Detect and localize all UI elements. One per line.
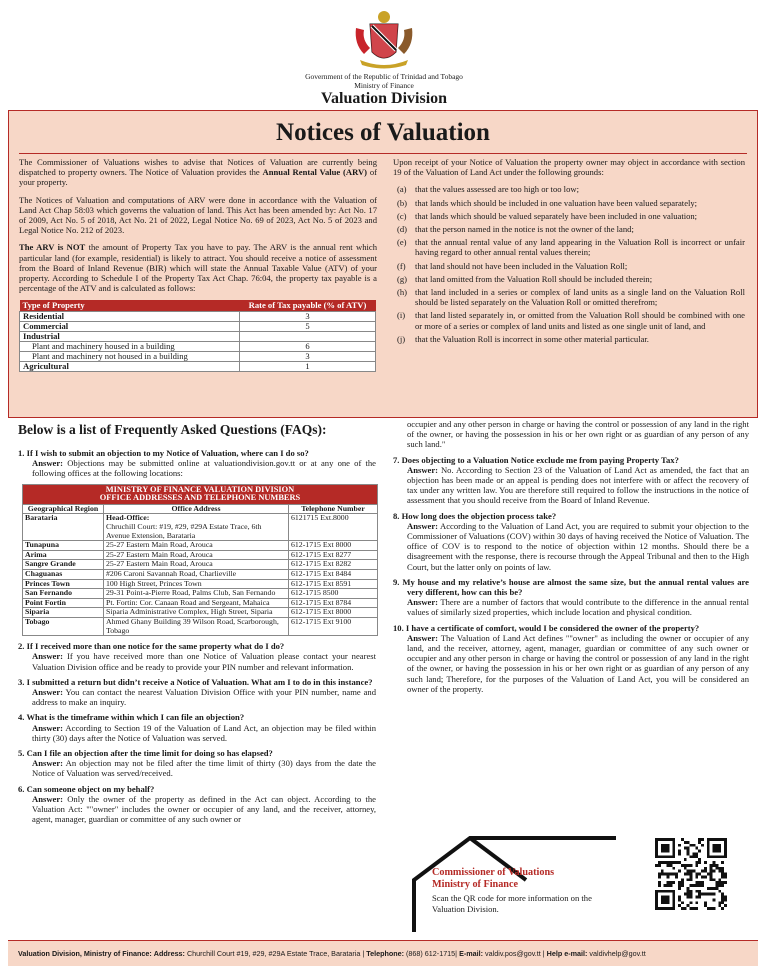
footer-email[interactable]: valdiv.pos@gov.tt | <box>485 949 545 958</box>
ground-marker: (e) <box>397 237 407 248</box>
notice-right-column <box>393 157 745 347</box>
office-phone: 612-1715 Ext 8591 <box>289 579 378 589</box>
page-footer: Valuation Division, Ministry of Finance: Address: Churchill Court #19, #29, #29A Estate Trace, Barataria | Telephone: (868) 612-1715| E-mail: valdiv.pos@gov.tt | Help e-mail: valdivhelp@gov.tt <box>8 940 758 966</box>
faq-question: 7. Does objecting to a Valuation Notice exclude me from paying Property Tax? <box>393 454 679 465</box>
office-phone: 612-1715 Ext 8784 <box>289 598 378 608</box>
ground-text: that the annual rental value of any land appearing in the Valuation Roll is incorrect or unfair having regard to other annual rental values therein; <box>415 237 745 258</box>
office-address-text: #206 Caroni Savannah Road, Charlieville <box>106 568 237 578</box>
faq-answer: Answer: No. According to Section 23 of the Valuation of Land Act as amended, the fact that an objection has been made or an appeal is pending does not interfere with or affect the recovery of tax under any written law. You are therefore still required to follow the instructions in the notice of assessment that you should receive from the Board of Inland Revenue. <box>407 464 749 506</box>
office-col-address: Office Address <box>104 504 289 514</box>
office-address-text: 25-27 Eastern Main Road, Arouca <box>106 549 213 559</box>
notice-left-column <box>19 157 377 372</box>
objection-ground-item <box>393 310 745 330</box>
tax-col-type: Type of Property <box>20 300 240 312</box>
objection-ground-item <box>393 198 745 208</box>
division-name: Valuation Division <box>320 90 448 107</box>
intro-paragraph: The Commissioner of Valuations wishes to advise that Notices of Valuation are currently being dispatched to property owners. The Notice of Valuation provides the Annual Rental Value (ARV) of your property. <box>19 157 377 188</box>
footer-address: Churchill Court #19, #29, #29A Estate Trace, Barataria | <box>186 949 365 958</box>
faq-question: 5. Can I file an objection after the time limit for doing so has elapsed? <box>18 747 273 758</box>
ground-text: that the Valuation Roll is incorrect in some other material particular. <box>415 333 649 344</box>
objection-ground-item <box>393 274 745 284</box>
notice-panel <box>8 110 758 418</box>
office-region: Arima <box>23 550 104 560</box>
tax-rate-cell: 3 <box>240 352 376 362</box>
tax-row <box>20 312 376 322</box>
tax-row <box>20 362 376 372</box>
faq-question: 9. My house and my relative’s house are almost the same size, but the annual rental values are very different, how can this be? <box>393 576 749 598</box>
ground-text: that the values assessed are too high or too low; <box>415 184 579 195</box>
office-phone: 612-1715 8500 <box>289 589 378 599</box>
ground-text: that land included in a series or complex of land units as a single land on the Valuation Roll should be listed separately on the Valuation Roll or omitted therefrom; <box>415 287 745 308</box>
ground-text: that land should not have been included in the Valuation Roll; <box>415 260 628 271</box>
ground-marker: (a) <box>397 184 407 195</box>
office-region: Sangre Grande <box>23 560 104 570</box>
tax-rate-cell: 5 <box>240 322 376 332</box>
faq-answer: Answer: Only the owner of the property as defined in the Act can object. According to the Valuation Act: ""owner" includes the owner or occupier of any land, and the receiver, attorney, agent, manager, guardian or committee of any such owner or <box>32 793 376 825</box>
office-region: Princes Town <box>23 579 104 589</box>
objection-ground-item <box>393 237 745 257</box>
office-col-phone: Telephone Number <box>289 504 378 514</box>
office-address-text: Chruchill Court: #19, #29, #29A Estate Trace, 6th Avenue Extension, Barataria <box>106 521 262 540</box>
ministry-name: Ministry of Finance <box>354 81 414 90</box>
faq-left-column <box>18 448 376 829</box>
tax-type-cell: Industrial <box>20 332 240 342</box>
faq-answer: Answer: There are a number of factors that would contribute to the difference in the annual rental values of similarly sized properties, which include location and physical condition. <box>407 597 749 618</box>
office-region: Tunapuna <box>23 541 104 551</box>
office-row <box>23 617 378 635</box>
office-phone: 612-1715 Ext 9100 <box>289 617 378 635</box>
ground-text: that lands which should be included in one valuation have been valued separately; <box>415 197 698 208</box>
faq-right-column <box>393 419 749 699</box>
office-table <box>22 484 378 637</box>
office-region: Chaguanas <box>23 569 104 579</box>
faq-question: 2. If I received more than one notice for the same property what do I do? <box>18 641 285 652</box>
office-address <box>104 617 289 635</box>
ground-marker: (j) <box>397 333 406 344</box>
page-title: Notices of Valuation <box>276 119 490 146</box>
office-region: Point Fortin <box>23 598 104 608</box>
government-name: Government of the Republic of Trinidad and Tobago <box>305 72 463 81</box>
objection-grounds-list <box>393 184 745 344</box>
act-paragraph: The Notices of Valuation and computations of ARV were done in accordance with the Valuation of Land Act Chap 58:03 which governs the valuation of land. This Act has been amended by: Act No. 17 of 2009, Act No. 5 of 2018, Act No. 21 of 2022, Legal Notice No. 69 of 2023, Act No. 5 of 2023 and Legal Notice No. 212 of 2023. <box>19 194 377 236</box>
page-header <box>0 0 768 108</box>
tax-rate-table <box>19 300 376 372</box>
office-phone: 612-1715 Ext 8277 <box>289 550 378 560</box>
ground-marker: (b) <box>397 197 408 208</box>
objection-ground-item <box>393 334 745 344</box>
ground-marker: (g) <box>397 273 408 284</box>
faq-answer: Answer: If you have received more than one Notice of Valuation please contact your nearest Valuation Division office and be ready to provide your PIN number and relevant information. <box>32 651 376 672</box>
arv-paragraph: The ARV is NOT the amount of Property Tax you have to pay. The ARV is the annual rent which particular land (for example, residential) is likely to attract. You should receive a notice of assessment from the Board of Inland Revenue (BIR) which will state the Annual Taxable Value (ATV) of your property. According to Schedule I of the Property Tax Act Chap. 76:04, the property tax payable is a percentage of the ATV and is calculated as follows: <box>19 242 377 294</box>
office-phone: 612-1715 Ext 8484 <box>289 569 378 579</box>
faq-answer-continued: occupier and any other person in charge or having the control or possession of any land in the right of the owner, or having the possession in his or her own right or as guardian of any person of any such land." <box>407 419 749 450</box>
office-address-text: Pt. Fortin: Cor. Canaan Road and Sergeant, Mahaica <box>106 597 270 607</box>
office-address-text: 100 High Street, Princes Town <box>106 578 202 588</box>
office-region: San Fernando <box>23 589 104 599</box>
footer-org: Valuation Division, Ministry of Finance: <box>18 949 152 958</box>
tax-type-cell: Residential <box>20 312 240 322</box>
tax-rate-cell: 6 <box>240 342 376 352</box>
office-phone: 612-1715 Ext 8000 <box>289 608 378 618</box>
callout-title: Commissioner of Valuations Ministry of Finance <box>432 867 555 890</box>
faq-answer: Answer: According to Section 19 of the Valuation of Land Act, an objection may be filed within thirty (30) days after the Notice of Valuation was served. <box>32 722 376 743</box>
faq-question: 3. I submitted a return but didn’t receive a Notice of Valuation. What am I to do in this instance? <box>18 676 373 687</box>
office-col-region: Geographical Region <box>23 504 104 514</box>
ground-text: that the person named in the notice is not the owner of the land; <box>415 224 634 235</box>
ground-text: that lands which should be valued separately have been included in one valuation; <box>415 210 698 221</box>
tax-type-cell: Agricultural <box>20 362 240 372</box>
ground-text: that land listed separately in, or omitted from the Valuation Roll should be combined with one or more of a series or complex of land units and listed as one single unit of land, and <box>415 310 745 331</box>
tax-type-cell: Plant and machinery housed in a building <box>20 342 240 352</box>
title-divider <box>19 153 747 154</box>
tax-row <box>20 342 376 352</box>
office-region: Barataria <box>23 514 104 541</box>
tax-rate-cell: 3 <box>240 312 376 322</box>
office-phone: 6121715 Ext.8000 <box>289 514 378 541</box>
tax-type-cell: Commercial <box>20 322 240 332</box>
tax-row <box>20 352 376 362</box>
office-address <box>104 514 289 541</box>
footer-help-email[interactable]: valdivhelp@gov.tt <box>589 949 646 958</box>
tax-row <box>20 332 376 342</box>
tax-rate-cell: 1 <box>240 362 376 372</box>
faq-answer: Answer: Objections may be submitted online at valuationdivision.gov.tt or at any one of the following offices at the following locations: <box>32 458 376 479</box>
office-phone: 612-1715 Ext 8282 <box>289 560 378 570</box>
objection-ground-item <box>393 211 745 221</box>
office-table-title: MINISTRY OF FINANCE VALUATION DIVISION OFFICE ADDRESSES AND TELEPHONE NUMBERS <box>23 484 378 504</box>
tax-row <box>20 322 376 332</box>
office-address-text: Ahmed Ghany Building 39 Wilson Road, Scarborough, Tobago <box>106 616 279 635</box>
faq-answer: Answer: You can contact the nearest Valuation Division Office with your PIN number, name and address to make an inquiry. <box>32 686 376 708</box>
office-address-text: Siparia Administrative Complex, High Street, Siparia <box>106 607 273 617</box>
qr-code-icon[interactable] <box>655 838 727 910</box>
ground-marker: (f) <box>397 260 406 271</box>
ground-marker: (h) <box>397 287 408 298</box>
head-office-label: Head-Office: <box>106 513 150 523</box>
coat-of-arms-icon <box>350 8 418 70</box>
office-region: Tobago <box>23 617 104 635</box>
tax-type-cell: Plant and machinery not housed in a building <box>20 352 240 362</box>
faq-question: 8. How long does the objection process take? <box>393 510 557 521</box>
faq-question: 10. I have a certificate of comfort, would I be considered the owner of the property? <box>393 622 700 633</box>
office-row <box>23 514 378 541</box>
faq-answer: Answer: According to the Valuation of Land Act, you are required to submit your objection to the Commissioner of Valuations (COV) within 30 days of having received the Notice of Valuation. The office of COV is to respond to the notice of objection within 12 months. Should there be a disagreement with the response, there is recourse through the Appeal Tribunal and then to the High Court, but the latter only on points of law. <box>407 520 750 572</box>
callout-text: Scan the QR code for more information on the Valuation Division. <box>432 893 592 914</box>
objection-ground-item <box>393 224 745 234</box>
footer-telephone: (868) 612-1715| <box>406 949 458 958</box>
faq-question: 6. Can someone object on my behalf? <box>18 783 155 794</box>
objection-ground-item <box>393 287 745 307</box>
office-address-text: 29-31 Point-a-Pierre Road, Palms Club, San Fernando <box>106 588 276 598</box>
ground-marker: (d) <box>397 224 408 235</box>
faq-answer: Answer: An objection may not be filed after the time limit of thirty (30) days from the date the Notice of Valuation was served/received. <box>32 758 376 779</box>
office-region: Siparia <box>23 608 104 618</box>
faq-answer: Answer: The Valuation of Land Act defines ""owner" as including the owner or occupier of any land, and the receiver, attorney, agent, manager, guardian or committee of any such owner or occupier and any other person in charge or having the control or possession of any land in the right of the owner, or having the possession in his or her own right or as guardian of any person of any such land; Therefore, for the purposes of the Valuation of Land Act, you will be considered an owner of the property. <box>407 632 749 694</box>
office-address-text: 25-27 Eastern Main Road, Arouca <box>106 559 213 569</box>
ground-marker: (i) <box>397 310 406 321</box>
tax-rate-cell <box>240 332 376 342</box>
office-phone: 612-1715 Ext 8000 <box>289 541 378 551</box>
objection-ground-item <box>393 184 745 194</box>
objection-ground-item <box>393 261 745 271</box>
ground-text: that land omitted from the Valuation Roll should be included therein; <box>415 273 653 284</box>
faq-title: Below is a list of Frequently Asked Questions (FAQs): <box>18 422 327 437</box>
tax-col-rate: Rate of Tax payable (% of ATV) <box>240 300 376 312</box>
faq-question: 1. If I wish to submit an objection to my Notice of Valuation, where can I do so? <box>18 448 309 458</box>
objection-intro: Upon receipt of your Notice of Valuation the property owner may object in accordance with section 19 of the Valuation of Land Act under the following grounds: <box>393 157 745 178</box>
faq-question: 4. What is the timeframe within which I can file an objection? <box>18 712 245 723</box>
ground-marker: (c) <box>397 210 407 221</box>
office-address-text: 25-27 Eastern Main Road, Arouca <box>106 540 213 550</box>
